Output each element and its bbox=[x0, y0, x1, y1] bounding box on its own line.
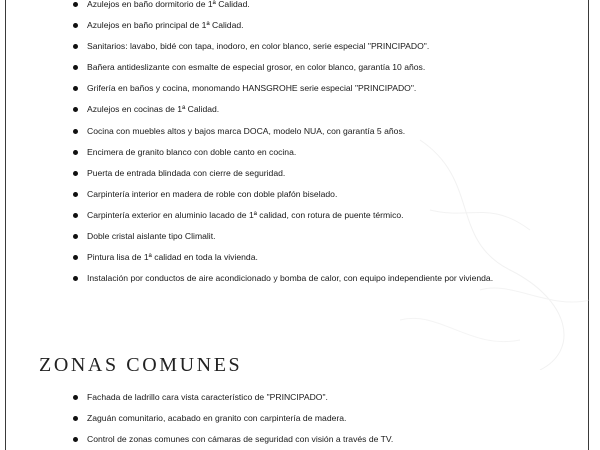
bullet-icon bbox=[73, 437, 78, 442]
list-item bbox=[73, 15, 493, 36]
list-item-text: Control de zonas comunes con cámaras de seguridad con visión a través de TV. bbox=[87, 434, 394, 445]
list-item-text: Carpintería exterior en aluminio lacado de 1ª calidad, con rotura de puente térmico. bbox=[87, 209, 404, 220]
list-item bbox=[73, 184, 493, 205]
bullet-icon bbox=[73, 107, 78, 112]
list-item bbox=[73, 247, 493, 268]
list-item-text: Azulejos en baño dormitorio de 1ª Calidad. bbox=[87, 0, 250, 9]
list-item-text: Carpintería interior en madera de roble con doble plafón biselado. bbox=[87, 188, 338, 199]
list-item bbox=[73, 142, 493, 163]
list-item bbox=[73, 429, 393, 450]
bullet-icon bbox=[73, 234, 78, 239]
quality-specs-list bbox=[73, 0, 493, 289]
list-item-text: Azulejos en baño principal de 1ª Calidad. bbox=[87, 20, 244, 31]
list-item-text: Instalación por conductos de aire acondicionado y bomba de calor, con equipo independiente por vivienda. bbox=[87, 273, 494, 284]
list-item-text: Zaguán comunitario, acabado en granito con carpintería de madera. bbox=[87, 413, 347, 424]
bullet-icon bbox=[73, 86, 78, 91]
list-item bbox=[73, 78, 493, 99]
bullet-icon bbox=[73, 213, 78, 218]
list-item bbox=[73, 205, 493, 226]
bullet-icon bbox=[73, 192, 78, 197]
list-item-text: Doble cristal aislante tipo Climalit. bbox=[87, 231, 216, 242]
list-item-text: Sanitarios: lavabo, bidé con tapa, inodoro, en color blanco, serie especial "PRINCIPADO". bbox=[87, 41, 430, 52]
list-item-text: Pintura lisa de 1ª calidad en toda la vivienda. bbox=[87, 252, 258, 263]
bullet-icon bbox=[73, 2, 78, 7]
list-item-text: Puerta de entrada blindada con cierre de seguridad. bbox=[87, 167, 286, 178]
list-item bbox=[73, 36, 493, 57]
list-item bbox=[73, 163, 493, 184]
bullet-icon bbox=[73, 276, 78, 281]
list-item bbox=[73, 0, 493, 15]
list-item-text: Fachada de ladrillo cara vista característico de "PRINCIPADO". bbox=[87, 392, 328, 402]
list-item-text: Bañera antideslizante con esmalte de especial grosor, en color blanco, garantía 10 años. bbox=[87, 62, 426, 73]
list-item bbox=[73, 226, 493, 247]
bullet-icon bbox=[73, 129, 78, 134]
list-item bbox=[73, 57, 493, 78]
bullet-icon bbox=[73, 255, 78, 260]
list-item-text: Encimera de granito blanco con doble canto en cocina. bbox=[87, 146, 297, 157]
list-item bbox=[73, 121, 493, 142]
bullet-icon bbox=[73, 65, 78, 70]
list-item bbox=[73, 387, 393, 408]
bullet-icon bbox=[73, 395, 78, 400]
list-item bbox=[73, 268, 493, 289]
bullet-icon bbox=[73, 44, 78, 49]
list-item-text: Grifería en baños y cocina, monomando HANSGROHE serie especial "PRINCIPADO". bbox=[87, 83, 417, 94]
list-item bbox=[73, 99, 493, 120]
common-areas-list bbox=[73, 387, 393, 450]
bullet-icon bbox=[73, 150, 78, 155]
bullet-icon bbox=[73, 23, 78, 28]
list-item bbox=[73, 408, 393, 429]
bullet-icon bbox=[73, 171, 78, 176]
list-item-text: Azulejos en cocinas de 1ª Calidad. bbox=[87, 104, 220, 115]
list-item-text: Cocina con muebles altos y bajos marca DOCA, modelo NUA, con garantía 5 años. bbox=[87, 125, 406, 136]
page-border-left bbox=[5, 0, 6, 450]
section-title-zonas-comunes: ZONAS COMUNES bbox=[39, 354, 243, 376]
bullet-icon bbox=[73, 416, 78, 421]
